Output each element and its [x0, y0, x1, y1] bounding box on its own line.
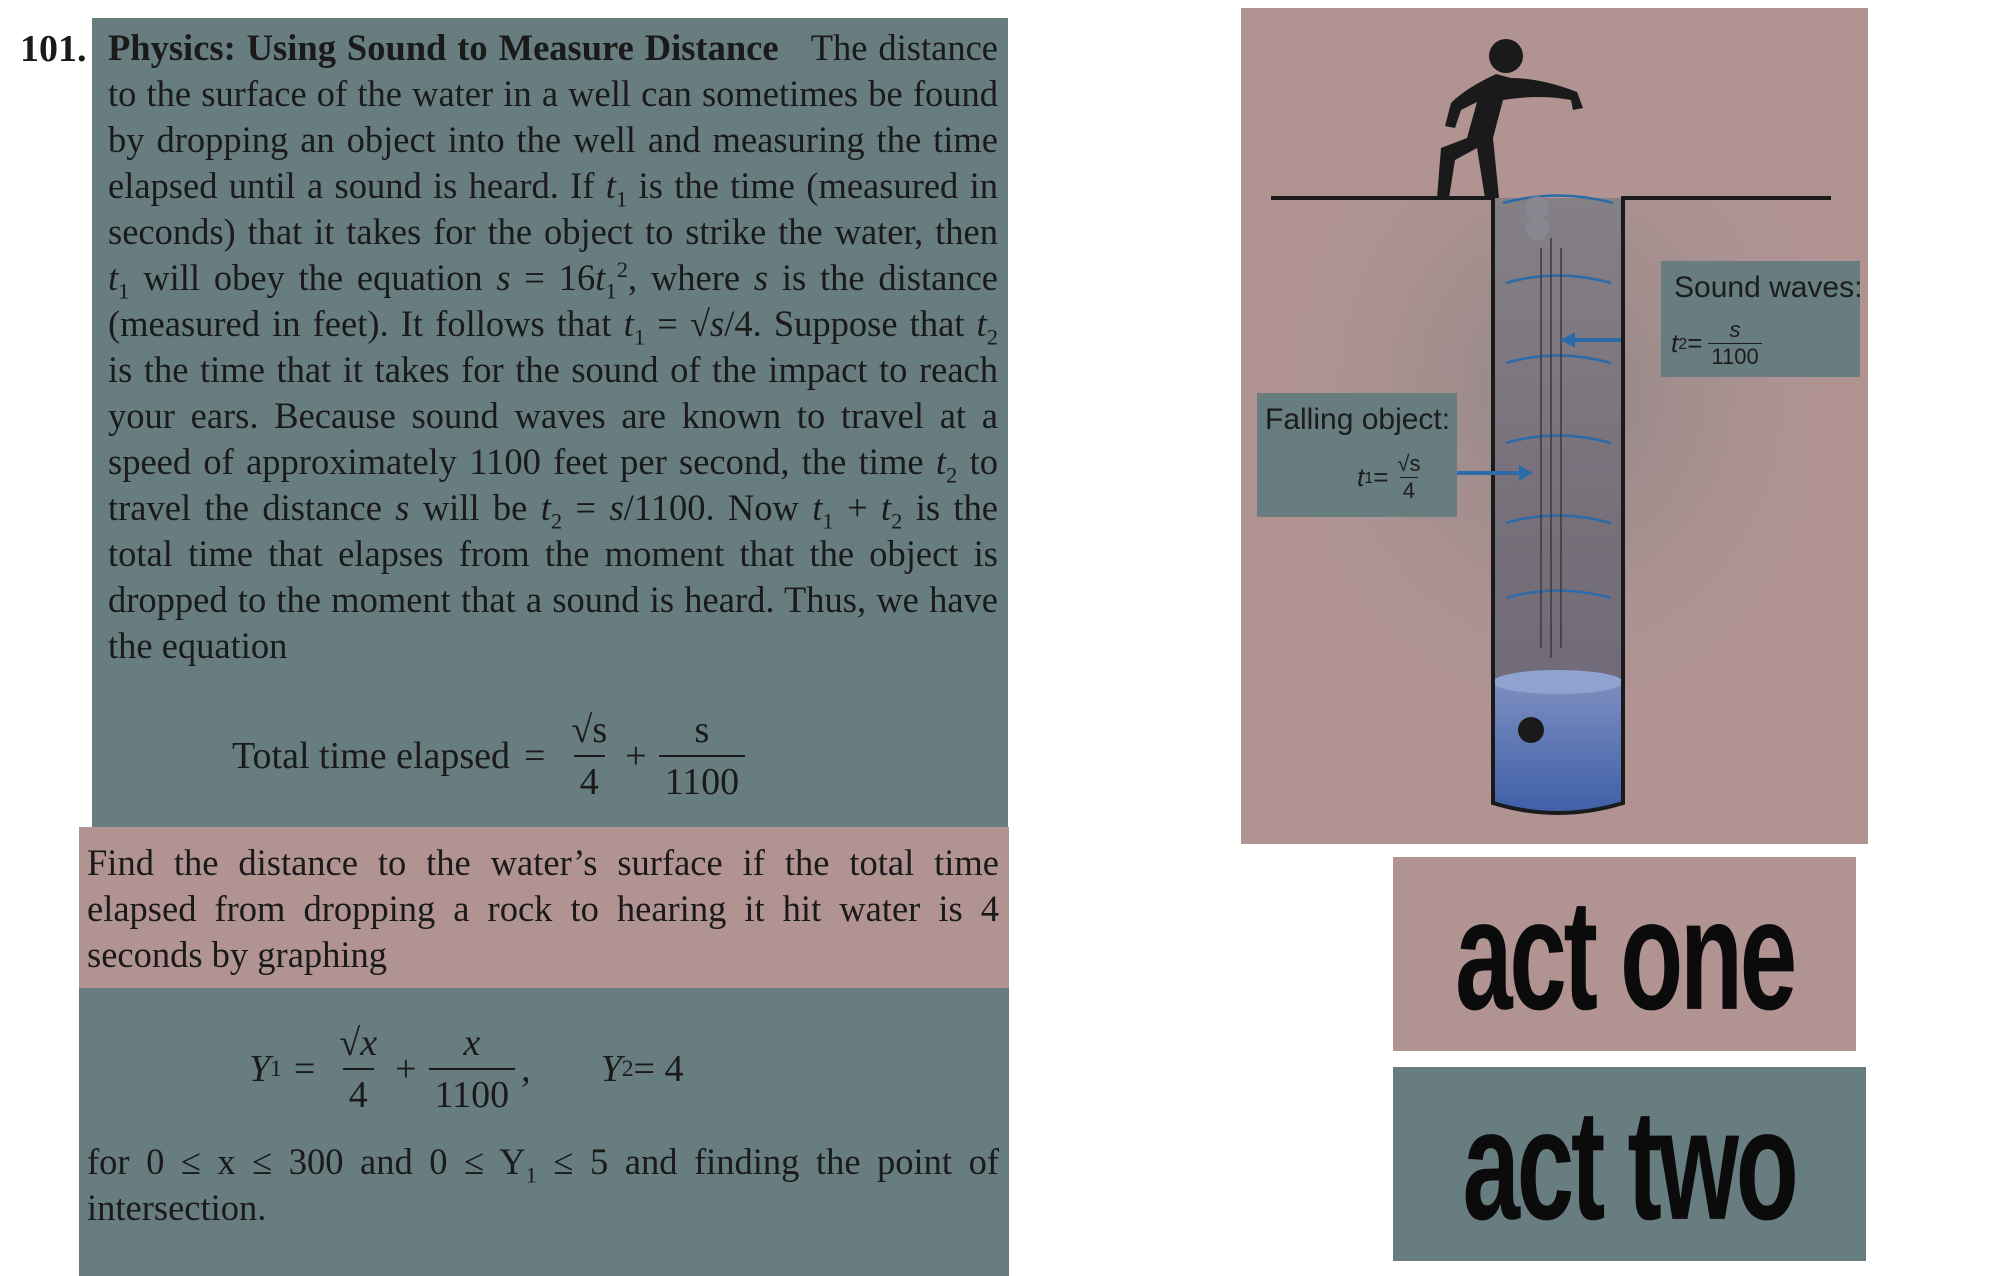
sound-waves-label: Sound waves: t 2 = $\frac{s}{1100}$: [1661, 261, 1860, 377]
graphing-equations: Y 1 = $\frac{√x}{4}$ + $\frac{x}{1100}$ , Y 2 = 4: [249, 1022, 684, 1116]
question-block: [79, 827, 1009, 990]
problem-statement-block: [92, 18, 1008, 828]
problem-number: 101.: [20, 28, 87, 70]
fraction-x-over-1100: $\frac{x}{1100}$: [429, 1021, 516, 1117]
falling-object-trail: [1525, 216, 1549, 240]
act-one-label: act one: [1393, 857, 1856, 1051]
total-time-equation: Total time elapsed = $\frac{√s}{4}$ + $\frac{s}{1100}$: [232, 708, 751, 804]
fraction-sqrt-s-over-4: $\frac{√s}{4}$: [571, 709, 608, 803]
falling-formula-fraction: $\frac{√s}{4}$: [1397, 451, 1421, 503]
water-surface: [1493, 670, 1623, 694]
domain-text: for 0 ≤ x ≤ 300 and $0 \le Y_1 \le 5$ and finding the point of intersection.: [87, 1141, 999, 1228]
problem-title: Physics: Using Sound to Measure Distance: [108, 27, 779, 68]
fraction-s-over-1100: $\frac{s}{1100}$: [659, 708, 746, 804]
falling-object-label: Falling object: t 1 = $\frac{√s}{4}$: [1257, 393, 1457, 517]
act-two-label: act two: [1393, 1067, 1866, 1261]
sound-formula-fraction: $\frac{s}{1100}$: [1708, 317, 1761, 370]
question-text: Find the distance to the water’s surface if the total time elapsed from dropping a rock to hearing it hit water is 4 seconds by graphing: [87, 842, 999, 975]
fraction-sqrt-x-over-4: $\frac{√x}{4}$: [339, 1022, 378, 1116]
graphing-block: [79, 988, 1009, 1276]
problem-paragraph: Physics: Using Sound to Measure Distance The distance to the surface of the water in a well can sometimes be found by dropping an object into the well and measuring the time elapsed until a sound is heard. If $t_1$ is the time (measured in seconds) that it takes for the object to strike the water, then $t_1$ will obey the equation $s = 16t_1^2$, where s is the distance (measured in feet). It follows that $t_1 = √s/4$. Suppose that $t_2$ is the time that it takes for the sound of the impact to reach your ears. Because sound waves are known to travel at a speed of approximately 1100 feet per second, the time $t_2$ to travel the distance s will be $t_2 = s/1100$. Now $t_1 + t_2$ is the total time that elapses from the moment that the object is dropped to the moment that a sound is heard. Thus, we have the equation: [108, 27, 999, 666]
well-illustration: [1241, 8, 1868, 844]
rock: [1518, 717, 1544, 743]
water: [1493, 680, 1623, 813]
